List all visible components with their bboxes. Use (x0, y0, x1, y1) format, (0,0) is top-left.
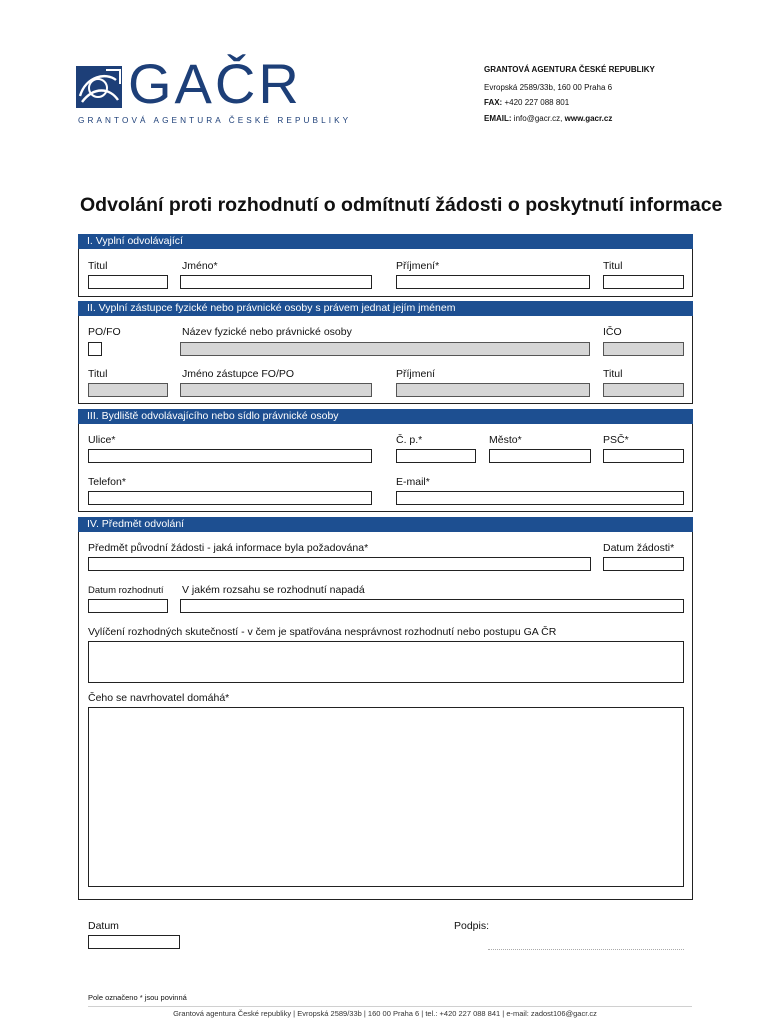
titul-field[interactable] (88, 275, 168, 289)
titul-zastupce-field[interactable] (88, 383, 168, 397)
label-jmeno: Jméno* (182, 260, 218, 272)
prijmeni-zastupce-field[interactable] (396, 383, 590, 397)
label-titul: Titul (88, 260, 108, 272)
email-value[interactable]: info@gacr.cz, (513, 114, 563, 123)
ico-field[interactable] (603, 342, 684, 356)
titul-za-field[interactable] (603, 275, 684, 289)
pofo-checkbox[interactable] (88, 342, 102, 356)
label-datum: Datum (88, 920, 119, 932)
fax-label: FAX: (484, 98, 503, 107)
label-datum-rozhodnuti: Datum rozhodnutí (88, 585, 164, 596)
datum-rozhodnuti-field[interactable] (88, 599, 168, 613)
page-footer: Grantová agentura České republiky | Evropská 2589/33b | 160 00 Praha 6 | tel.: +420 227 088 841 | e-mail: zadost106@gacr.cz (173, 1009, 597, 1018)
label-rozsah: V jakém rozsahu se rozhodnutí napadá (182, 584, 365, 596)
contact-fax (484, 98, 569, 107)
label-prijmeni: Příjmení* (396, 260, 440, 272)
label-domaha: Čeho se navrhovatel domáhá* (88, 692, 230, 704)
label-titul-zastupce: Titul (88, 368, 108, 380)
datum-field[interactable] (88, 935, 180, 949)
prijmeni-field[interactable] (396, 275, 590, 289)
label-psc: PSČ* (603, 434, 629, 446)
label-ulice: Ulice* (88, 434, 116, 446)
label-mesto: Město* (489, 434, 522, 446)
label-ico: IČO (603, 326, 622, 338)
titul-za-zastupce-field[interactable] (603, 383, 684, 397)
gacr-wordmark: GAČR (128, 52, 302, 115)
ulice-field[interactable] (88, 449, 372, 463)
contact-org: GRANTOVÁ AGENTURA ČESKÉ REPUBLIKY (484, 65, 655, 74)
signature-line (488, 949, 684, 950)
label-nazev: Název fyzické nebo právnické osoby (182, 326, 352, 338)
section-2-heading: II. Vyplní zástupce fyzické nebo právnické osoby s právem jednat jejím jménem (78, 301, 693, 316)
label-titul-za: Titul (603, 260, 623, 272)
rozsah-field[interactable] (180, 599, 684, 613)
contact-email (484, 114, 612, 123)
label-prijmeni-zastupce: Příjmení (396, 368, 436, 380)
cp-field[interactable] (396, 449, 476, 463)
label-pofo: PO/FO (88, 326, 121, 338)
section-2-box (78, 316, 693, 404)
label-datum-zadosti: Datum žádosti* (603, 542, 675, 554)
required-fields-note: Pole označeno * jsou povinná (88, 993, 187, 1002)
jmeno-zastupce-field[interactable] (180, 383, 372, 397)
domaha-textarea[interactable] (88, 707, 684, 887)
label-cp: Č. p.* (396, 434, 423, 446)
section-1-heading: I. Vyplní odvolávající (78, 234, 693, 249)
label-email: E-mail* (396, 476, 430, 488)
gacr-logo-subtitle: GRANTOVÁ AGENTURA ČESKÉ REPUBLIKY (78, 116, 352, 125)
email-field[interactable] (396, 491, 684, 505)
section-1-box (78, 249, 693, 297)
label-predmet: Předmět původní žádosti - jaká informace byla požadována* (88, 542, 369, 554)
label-titul-za-zastupce: Titul (603, 368, 623, 380)
label-jmeno-zastupce: Jméno zástupce FO/PO (182, 368, 295, 380)
contact-address: Evropská 2589/33b, 160 00 Praha 6 (484, 83, 613, 92)
psc-field[interactable] (603, 449, 684, 463)
gacr-logo-mark (76, 66, 122, 108)
mesto-field[interactable] (489, 449, 591, 463)
telefon-field[interactable] (88, 491, 372, 505)
predmet-field[interactable] (88, 557, 591, 571)
vyliceni-textarea[interactable] (88, 641, 684, 683)
document-title: Odvolání proti rozhodnutí o odmítnutí žádosti o poskytnutí informace (80, 194, 723, 216)
email-label: EMAIL: (484, 114, 512, 123)
footer-divider (88, 1006, 692, 1007)
label-vyliceni: Vylíčení rozhodných skutečností - v čem je spatřována nesprávnost rozhodnutí nebo postupu GA ČR (88, 626, 557, 638)
web-link[interactable]: www.gacr.cz (564, 114, 613, 123)
fax-value: +420 227 088 801 (504, 98, 570, 107)
nazev-field[interactable] (180, 342, 590, 356)
label-telefon: Telefon* (88, 476, 126, 488)
label-podpis: Podpis: (454, 920, 490, 932)
jmeno-field[interactable] (180, 275, 372, 289)
datum-zadosti-field[interactable] (603, 557, 684, 571)
section-4-heading: IV. Předmět odvolání (78, 517, 693, 532)
section-3-heading: III. Bydliště odvolávajícího nebo sídlo právnické osoby (78, 409, 693, 424)
